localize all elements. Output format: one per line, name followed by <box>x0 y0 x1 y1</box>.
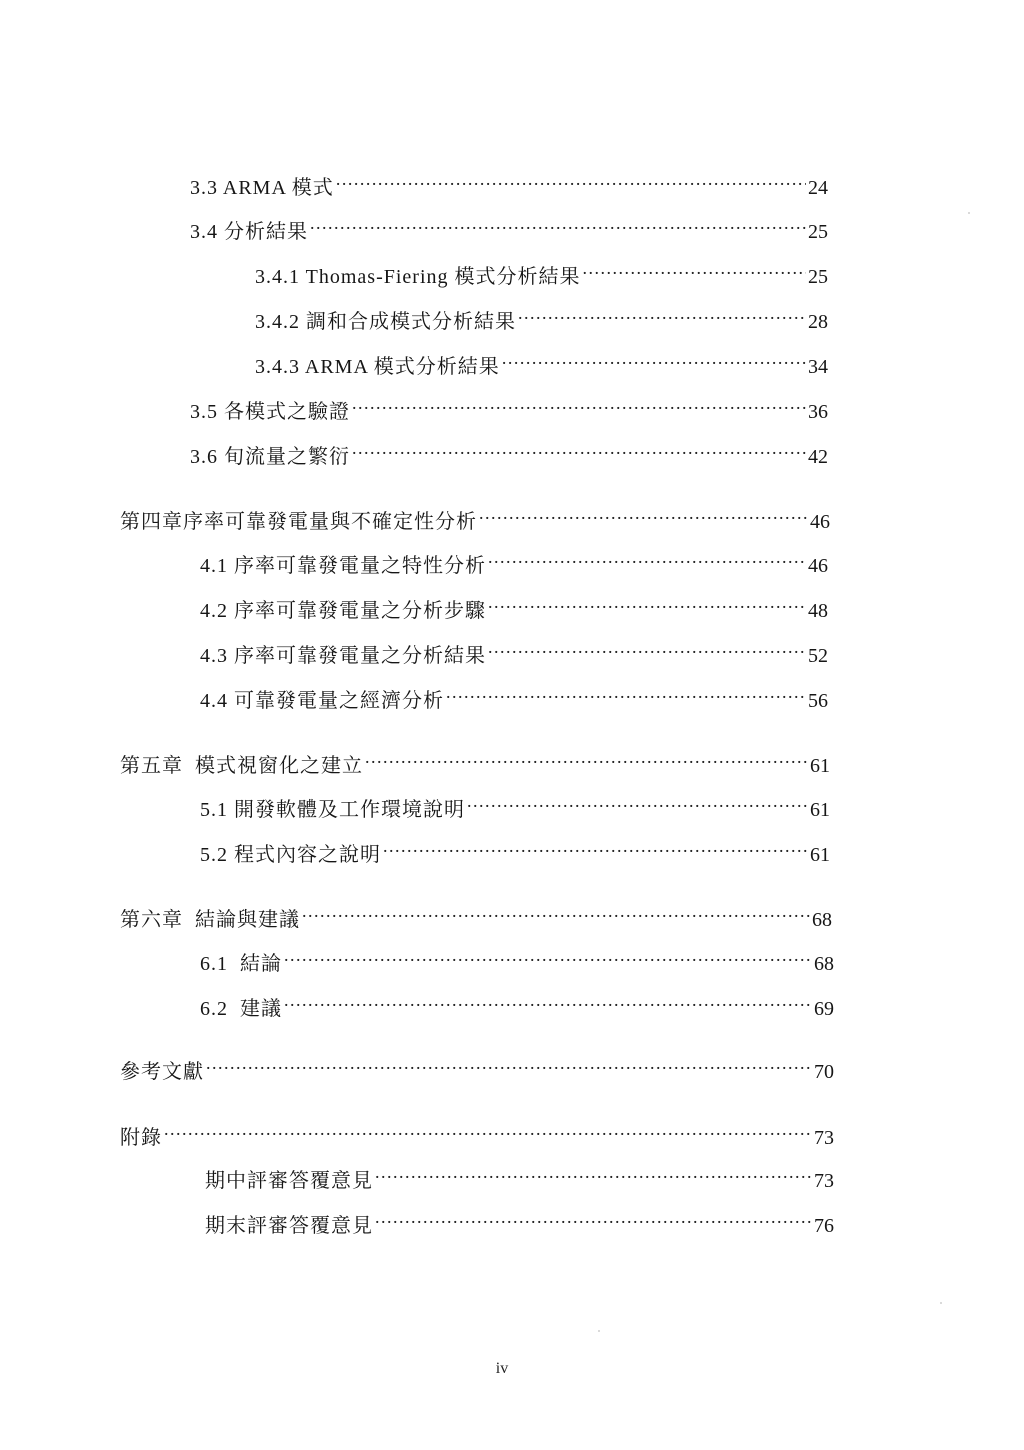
toc-leader-dots <box>446 677 806 707</box>
toc-entry-title: 3.6 旬流量之繁衍 <box>190 446 350 468</box>
toc-entry-title: 6.2 建議 <box>200 998 282 1020</box>
toc-entry-title: 5.2 程式內容之說明 <box>200 844 381 866</box>
toc-entry <box>255 298 828 333</box>
toc-entry <box>200 587 828 622</box>
toc-entry-title: 3.5 各模式之驗證 <box>190 401 350 423</box>
toc-entry-page: 46 <box>808 555 828 577</box>
toc-leader-dots <box>365 742 808 772</box>
toc-entry <box>200 985 834 1020</box>
toc-leader-dots <box>164 1114 812 1144</box>
toc-entry-page: 73 <box>814 1127 834 1149</box>
toc-entry-page: 69 <box>814 998 834 1020</box>
toc-entry-title: 第四章序率可靠發電量與不確定性分析 <box>120 511 477 533</box>
toc-chapter-entry <box>120 742 830 777</box>
toc-entry-page: 28 <box>808 311 828 333</box>
toc-entry-title: 4.4 可靠發電量之經濟分析 <box>200 690 444 712</box>
toc-leader-dots <box>336 164 806 194</box>
toc-entry-page: 73 <box>814 1170 834 1192</box>
toc-entry-page: 25 <box>808 266 828 288</box>
page-number: iv <box>495 1360 509 1377</box>
toc-leader-dots <box>302 896 810 926</box>
toc-entry <box>190 164 828 199</box>
toc-leader-dots <box>310 208 806 238</box>
toc-leader-dots <box>375 1157 812 1187</box>
toc-entry-title: 3.4 分析結果 <box>190 221 308 243</box>
toc-entry <box>200 677 828 712</box>
toc-entry <box>200 632 828 667</box>
toc-entry-title: 期中評審答覆意見 <box>205 1170 373 1192</box>
toc-entry-page: 61 <box>810 844 830 866</box>
toc-entry-title: 4.1 序率可靠發電量之特性分析 <box>200 555 486 577</box>
toc-entry-page: 48 <box>808 600 828 622</box>
toc-leader-dots <box>583 253 806 283</box>
toc-leader-dots <box>488 632 806 662</box>
toc-leader-dots <box>467 786 808 816</box>
toc-entry-title: 4.2 序率可靠發電量之分析步驟 <box>200 600 486 622</box>
toc-entry-title: 附錄 <box>120 1127 162 1149</box>
toc-leader-dots <box>352 388 806 418</box>
toc-entry-title: 6.1 結論 <box>200 953 282 975</box>
toc-leader-dots <box>284 985 812 1015</box>
toc-entry <box>190 388 828 423</box>
toc-entry <box>200 831 830 866</box>
scan-speck <box>598 1330 600 1332</box>
toc-entry <box>200 542 828 577</box>
toc-entry-page: 24 <box>808 177 828 199</box>
toc-entry-page: 76 <box>814 1215 834 1237</box>
toc-leader-dots <box>352 433 806 463</box>
toc-entry-page: 46 <box>810 511 830 533</box>
toc-entry <box>200 940 834 975</box>
toc-entry-title: 3.4.3 ARMA 模式分析結果 <box>255 356 500 378</box>
toc-chapter-entry <box>120 498 830 533</box>
toc-entry-page: 68 <box>812 909 832 931</box>
toc-entry-page: 34 <box>808 356 828 378</box>
toc-leader-dots <box>502 343 806 373</box>
toc-entry-title: 3.3 ARMA 模式 <box>190 177 334 199</box>
toc-entry-title: 第六章 結論與建議 <box>120 909 300 931</box>
toc-leader-dots <box>383 831 808 861</box>
toc-entry <box>190 433 828 468</box>
toc-entry-title: 期末評審答覆意見 <box>205 1215 373 1237</box>
toc-entry-page: 61 <box>810 799 830 821</box>
toc-entry <box>190 208 828 243</box>
toc-leader-dots <box>518 298 806 328</box>
toc-chapter-entry <box>120 1114 834 1149</box>
scan-speck <box>968 212 970 214</box>
toc-entry-page: 68 <box>814 953 834 975</box>
toc-entry-title: 4.3 序率可靠發電量之分析結果 <box>200 645 486 667</box>
toc-leader-dots <box>479 498 808 528</box>
toc-entry-title: 3.4.1 Thomas-Fiering 模式分析結果 <box>255 266 581 288</box>
toc-entry-page: 56 <box>808 690 828 712</box>
toc-entry-page: 42 <box>808 446 828 468</box>
toc-leader-dots <box>375 1202 812 1232</box>
toc-entry-page: 36 <box>808 401 828 423</box>
toc-entry-page: 25 <box>808 221 828 243</box>
toc-leader-dots <box>206 1048 812 1078</box>
toc-entry-title: 5.1 開發軟體及工作環境說明 <box>200 799 465 821</box>
toc-entry <box>205 1202 834 1237</box>
toc-leader-dots <box>284 940 812 970</box>
toc-entry-page: 61 <box>810 755 830 777</box>
toc-entry <box>255 343 828 378</box>
toc-chapter-entry <box>120 896 832 931</box>
scan-speck <box>940 1302 942 1304</box>
toc-leader-dots <box>488 587 806 617</box>
toc-entry-title: 第五章 模式視窗化之建立 <box>120 755 363 777</box>
toc-entry-page: 70 <box>814 1061 834 1083</box>
toc-chapter-entry <box>120 1048 834 1083</box>
toc-entry <box>200 786 830 821</box>
toc-entry-page: 52 <box>808 645 828 667</box>
toc-entry <box>255 253 828 288</box>
toc-leader-dots <box>488 542 806 572</box>
toc-entry-title: 3.4.2 調和合成模式分析結果 <box>255 311 516 333</box>
toc-entry <box>205 1157 834 1192</box>
toc-entry-title: 參考文獻 <box>120 1061 204 1083</box>
